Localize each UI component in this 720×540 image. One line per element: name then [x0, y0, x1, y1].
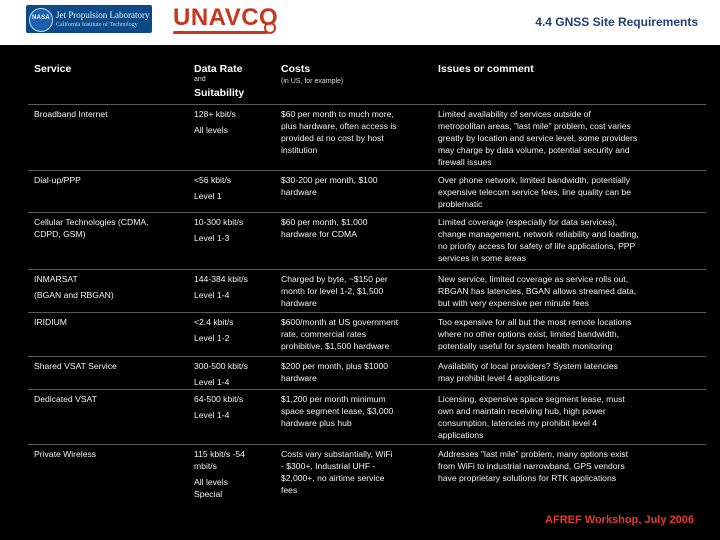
cell-issues-line: Addresses "last mile" problem, many options exist [438, 449, 628, 459]
cell-costs-line: month for level 1-2, $1,500 [281, 286, 384, 296]
cell-issues-line: change management, network reliability and loading, [438, 229, 639, 239]
cell-issues [438, 174, 700, 210]
cell-data-rate [194, 174, 272, 202]
row-divider [28, 269, 706, 270]
header-issues: Issues or comment [438, 63, 534, 75]
cell-issues [438, 448, 700, 484]
cell-data-rate [194, 216, 272, 244]
cell-costs-line: prohibitive, $1,500 hardware [281, 341, 390, 351]
cell-issues-line: no priority access for safety of life applications, PPP [438, 241, 636, 251]
cell-issues [438, 108, 700, 168]
cell-issues-line: Too expensive for all but the most remote locations [438, 317, 632, 327]
cell-data-rate [194, 393, 272, 421]
cell-issues-line: New service, limited coverage as service rolls out, [438, 274, 629, 284]
cell-costs [281, 448, 431, 496]
cell-service-line: Private Wireless [34, 449, 97, 459]
jpl-logo [26, 5, 152, 33]
cell-costs-line: hardware [281, 298, 317, 308]
row-divider [28, 170, 706, 171]
cell-costs [281, 273, 431, 309]
cell-costs-line: $1,200 per month minimum [281, 394, 386, 404]
cell-service [34, 393, 186, 405]
cell-costs [281, 216, 431, 240]
header-suitability: Suitability [194, 87, 245, 99]
cell-issues [438, 273, 700, 309]
jpl-name: Jet Propulsion Laboratory [56, 10, 150, 20]
row-divider [28, 104, 706, 105]
cell-service [34, 448, 186, 460]
header-data-rate: Data Rate [194, 63, 243, 75]
cell-costs [281, 174, 431, 198]
cell-costs-line: hardware [281, 187, 317, 197]
cell-data-rate [194, 360, 272, 388]
row-divider [28, 356, 706, 357]
cell-issues [438, 360, 700, 384]
cell-costs-line: $200 per month, plus $1000 [281, 361, 389, 371]
cell-issues-line: expensive telecom service fees, line quality can be [438, 187, 631, 197]
cell-costs-line: hardware for CDMA [281, 229, 357, 239]
row-divider [28, 389, 706, 390]
cell-issues-line: Over phone network, limited bandwidth, potentially [438, 175, 631, 185]
cell-service [34, 108, 186, 120]
cell-costs-line: $600/month at US government [281, 317, 399, 327]
cell-service-line: Shared VSAT Service [34, 361, 117, 371]
cell-data-rate-line: 64-500 kbit/s [194, 394, 244, 404]
cell-costs-line: $2,000+, no airtime service [281, 473, 385, 483]
cell-issues-line: firewall issues [438, 157, 492, 167]
header-costs: Costs [281, 63, 311, 75]
cell-costs-line: $60 per month, $1,000 [281, 217, 368, 227]
cell-service-line: Cellular Technologies (CDMA, [34, 217, 149, 227]
cell-issues [438, 316, 700, 352]
cell-costs-line: $30-200 per month, $100 [281, 175, 378, 185]
cell-issues-line: Availability of local providers? System latencies [438, 361, 618, 371]
cell-data-rate-line: 300-500 kbit/s [194, 361, 248, 371]
slide-title: 4.4 GNSS Site Requirements [535, 15, 698, 29]
cell-data-rate-line: All levels [194, 477, 228, 487]
jpl-subname: California Institute of Technology [56, 22, 138, 28]
cell-service [34, 174, 186, 186]
cell-data-rate [194, 108, 272, 136]
cell-issues-line: from WiFi to industrial narrowband, GPS vendors [438, 461, 625, 471]
cell-data-rate-line: Level 1 [194, 191, 222, 201]
cell-data-rate-line: Level 1-4 [194, 290, 230, 300]
cell-issues [438, 393, 700, 441]
row-divider [28, 444, 706, 445]
cell-issues-line: problematic [438, 199, 483, 209]
cell-service-line: INMARSAT [34, 274, 78, 284]
cell-costs-line: hardware [281, 373, 317, 383]
cell-data-rate-line: Level 1-3 [194, 233, 230, 243]
cell-service-line: Broadband Internet [34, 109, 108, 119]
nasa-logo-icon: NASA [29, 8, 53, 32]
cell-costs-line: provided at no cost by host [281, 133, 384, 143]
cell-issues-line: have proprietary solutions for RTK applications [438, 473, 617, 483]
row-divider [28, 212, 706, 213]
header-data-rate-and: and [194, 76, 206, 83]
cell-costs [281, 108, 431, 156]
cell-data-rate [194, 316, 272, 344]
cell-issues-line: Limited availability of services outside of [438, 109, 591, 119]
cell-issues-line: potentially useful for system health monitoring [438, 341, 613, 351]
cell-issues [438, 216, 700, 264]
cell-costs-line: $60 per month to much more, [281, 109, 394, 119]
cell-service [34, 360, 186, 372]
cell-costs [281, 393, 431, 429]
cell-service-line: Dial-up/PPP [34, 175, 81, 185]
cell-costs-line: space segment lease, $3,000 [281, 406, 394, 416]
header-costs-sub: (in US, for example) [281, 78, 344, 85]
cell-issues-line: greatly by location and service level, some providers [438, 133, 638, 143]
cell-data-rate-line: Level 1-4 [194, 410, 230, 420]
header-service: Service [34, 63, 72, 75]
cell-costs-line: rate, commercial rates [281, 329, 367, 339]
cell-data-rate-line: <56 kbit/s [194, 175, 232, 185]
cell-service-line: CDPD, GSM) [34, 229, 86, 239]
cell-issues-line: RBGAN has latencies, BGAN allows streamed data, [438, 286, 637, 296]
cell-costs-line: fees [281, 485, 298, 495]
cell-data-rate-line: All levels [194, 125, 228, 135]
cell-data-rate-line: Level 1-2 [194, 333, 230, 343]
cell-service [34, 216, 186, 240]
cell-service-line: Dedicated VSAT [34, 394, 97, 404]
cell-data-rate-line: Special [194, 489, 223, 499]
cell-issues-line: services in some areas [438, 253, 526, 263]
cell-issues-line: where no other options exist, limited bandwidth, [438, 329, 620, 339]
cell-costs [281, 360, 431, 384]
unavco-logo-ring-icon [264, 22, 276, 34]
cell-data-rate-line: 115 kbit/s -54 [194, 449, 245, 459]
cell-data-rate-line: <2.4 kbit/s [194, 317, 234, 327]
cell-costs-line: - $300+, Industrial UHF - [281, 461, 376, 471]
cell-costs-line: plus hardware, often access is [281, 121, 397, 131]
cell-issues-line: metropolitan areas, "last mile" problem, cost varies [438, 121, 631, 131]
unavco-logo: UNAVCO [173, 4, 279, 31]
cell-data-rate-line: 128+ kbit/s [194, 109, 236, 119]
slide-header [0, 0, 720, 45]
cell-costs-line: Costs vary substantially, WiFi [281, 449, 393, 459]
cell-service-line: IRIDIUM [34, 317, 67, 327]
cell-service-line: (BGAN and RBGAN) [34, 290, 114, 300]
cell-issues-line: own and maintain receiving hub, high power [438, 406, 606, 416]
cell-data-rate [194, 273, 272, 301]
cell-costs-line: hardware plus hub [281, 418, 352, 428]
cell-issues-line: consumption, latencies my prohibit level 4 [438, 418, 598, 428]
cell-issues-line: Licensing, expensive space segment lease, must [438, 394, 625, 404]
cell-data-rate-line: 10-300 kbit/s [194, 217, 244, 227]
cell-costs [281, 316, 431, 352]
cell-service [34, 316, 186, 328]
cell-service [34, 273, 186, 301]
cell-data-rate-line: mbit/s [194, 461, 217, 471]
cell-issues-line: may prohibit level 4 applications [438, 373, 560, 383]
cell-issues-line: but with very expensive per minute fees [438, 298, 589, 308]
cell-costs-line: Charged by byte, ~$150 per [281, 274, 388, 284]
row-divider [28, 312, 706, 313]
unavco-logo-swoosh-icon [173, 31, 268, 34]
cell-data-rate [194, 448, 272, 500]
cell-issues-line: applications [438, 430, 484, 440]
cell-issues-line: Limited coverage (especially for data services), [438, 217, 618, 227]
cell-costs-line: institution [281, 145, 318, 155]
cell-issues-line: may charge by data volume, potential security and [438, 145, 630, 155]
cell-data-rate-line: Level 1-4 [194, 377, 230, 387]
cell-data-rate-line: 144-384 kbit/s [194, 274, 248, 284]
footer-credit: AFREF Workshop, July 2006 [545, 514, 694, 526]
